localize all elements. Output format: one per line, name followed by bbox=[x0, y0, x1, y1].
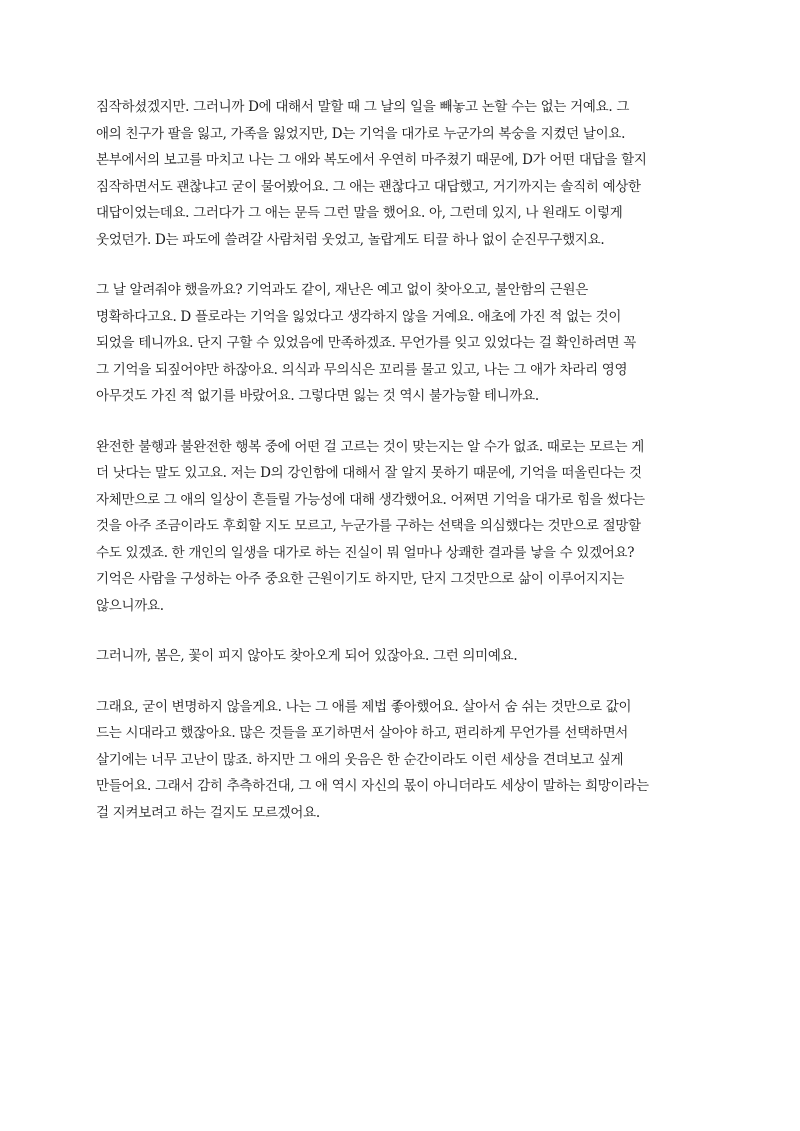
text-line: 웃었던가. D는 파도에 쓸려갈 사람처럼 웃었고, 놀랍게도 티끌 하나 없이 순진무구했지요. bbox=[96, 231, 605, 248]
text-line: 짐작하셨겠지만. 그러니까 D에 대해서 말할 때 그 날의 일을 빼놓고 논할 수는 없는 거예요. 그 bbox=[96, 99, 630, 115]
text-line: 그래요, 굳이 변명하지 않을게요. 나는 그 애를 제법 좋아했어요. 살아서 숨 쉬는 것만으로 값이 bbox=[96, 698, 632, 715]
text-line: 명확하다고요. D 플로라는 기억을 잃었다고 생각하지 않을 거예요. 애초에 가진 적 없는 것이 bbox=[96, 308, 622, 325]
paragraph-4 bbox=[96, 643, 716, 670]
text-line: 되었을 테니까요. 단지 구할 수 있었음에 만족하겠죠. 무언가를 잊고 있었다는 걸 확인하려면 꼭 bbox=[96, 335, 637, 351]
text-line: 그 기억을 되짚어야만 하잖아요. 의식과 무의식은 꼬리를 물고 있고, 나는 그 애가 차라리 영영 bbox=[96, 361, 628, 378]
text-line: 기억은 사람을 구성하는 아주 중요한 근원이기도 하지만, 단지 그것만으로 삶이 이루어지지는 bbox=[96, 571, 625, 587]
paragraph-3 bbox=[96, 434, 716, 620]
paragraph-5 bbox=[96, 694, 716, 827]
text-line: 걸 지켜보려고 하는 걸지도 모르겠어요. bbox=[96, 804, 320, 821]
text-line: 짐작하면서도 괜찮냐고 굳이 물어봤어요. 그 애는 괜찮다고 대답했고, 거기까지는 솔직히 예상한 bbox=[96, 178, 641, 195]
document-body bbox=[96, 94, 716, 850]
text-line: 수도 있겠죠. 한 개인의 일생을 대가로 하는 진실이 뭐 얼마나 상쾌한 결과를 낳을 수 있겠어요? bbox=[96, 544, 635, 561]
text-line: 살기에는 너무 고난이 많죠. 하지만 그 애의 웃음은 한 순간이라도 이런 세상을 견뎌보고 싶게 bbox=[96, 751, 624, 768]
text-line: 애의 친구가 팔을 잃고, 가족을 잃었지만, D는 기억을 대가로 누군가의 복숭을 지켰던 날이요. bbox=[96, 125, 626, 142]
paragraph-2 bbox=[96, 277, 716, 410]
text-line: 더 낫다는 말도 있고요. 저는 D의 강인함에 대해서 잘 알지 못하기 때문에, 기억을 떠올린다는 것 bbox=[96, 465, 642, 481]
text-line: 자체만으로 그 애의 일상이 흔들릴 가능성에 대해 생각했어요. 어쩌면 기억을 대가로 힘을 썼다는 bbox=[96, 491, 645, 508]
text-line: 완전한 불행과 불완전한 행복 중에 어떤 걸 고르는 것이 맞는지는 알 수가 없죠. 때로는 모르는 게 bbox=[96, 438, 645, 455]
text-line: 그 날 알려줘야 했을까요? 기억과도 같이, 재난은 예고 없이 찾아오고, 불안함의 근원은 bbox=[96, 282, 589, 298]
text-line: 드는 시대라고 했잖아요. 많은 것들을 포기하면서 살아야 하고, 편리하게 무언가를 선택하면서 bbox=[96, 725, 629, 741]
text-line: 대답이었는데요. 그러다가 그 애는 문득 그런 말을 했어요. 아, 그런데 있지, 나 원래도 이렇게 bbox=[96, 205, 623, 221]
paragraph-1 bbox=[96, 94, 716, 253]
text-line: 않으니까요. bbox=[96, 597, 164, 614]
text-line: 만들어요. 그래서 감히 추측하건대, 그 애 역시 자신의 몫이 아니더라도 세상이 말하는 희망이라는 bbox=[96, 778, 649, 794]
text-line: 그러니까, 봄은, 꽃이 피지 않아도 찾아오게 되어 있잖아요. 그런 의미예요. bbox=[96, 648, 518, 664]
text-line: 아무것도 가진 적 없기를 바랐어요. 그렇다면 잃는 것 역시 불가능할 테니까요. bbox=[96, 388, 539, 404]
text-line: 본부에서의 보고를 마치고 나는 그 애와 복도에서 우연히 마주쳤기 때문에, D가 어떤 대답을 할지 bbox=[96, 152, 647, 168]
text-line: 것을 아주 조금이라도 후회할 지도 모르고, 누군가를 구하는 선택을 의심했다는 것만으로 절망할 bbox=[96, 518, 641, 534]
